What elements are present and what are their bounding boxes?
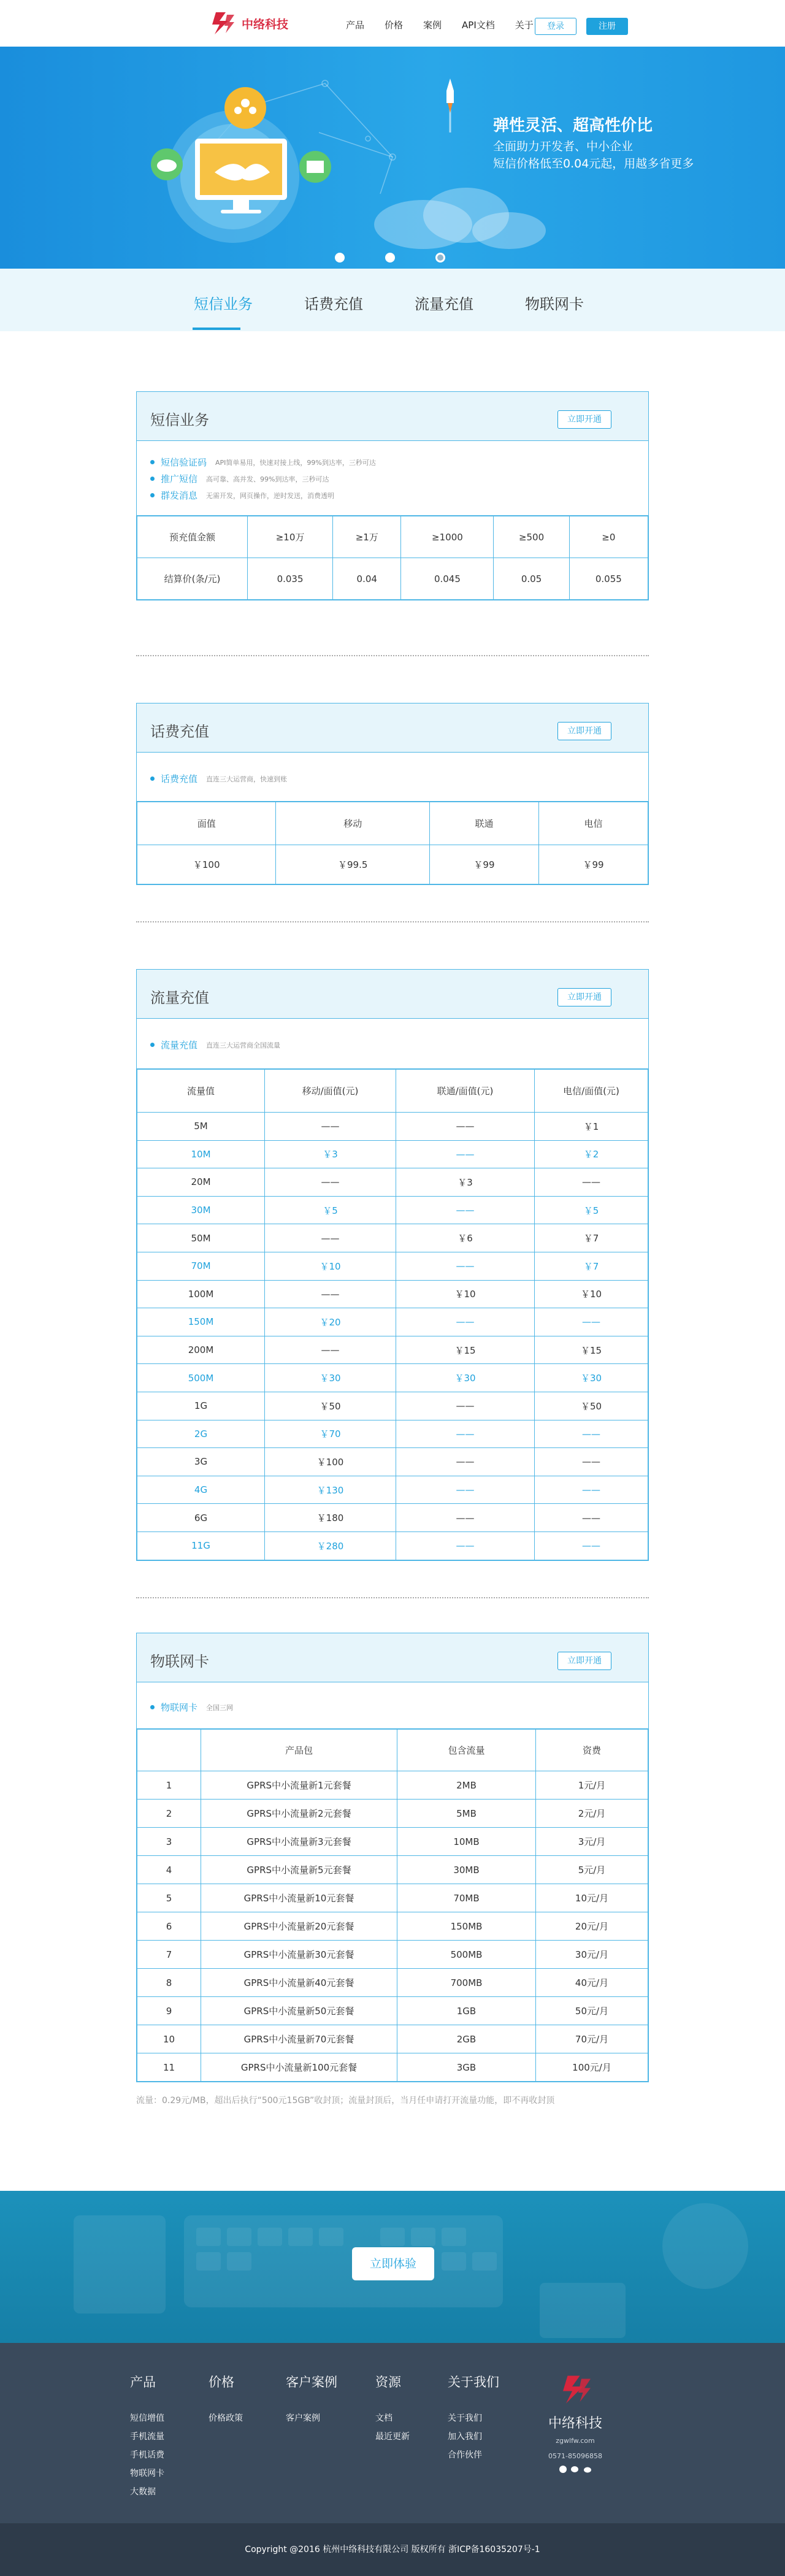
footer	[0, 2343, 785, 2576]
table-row	[137, 2053, 648, 2082]
bullet-icon	[150, 460, 155, 464]
table-cell: 30MB	[397, 1856, 536, 1884]
table-cell: ￥20	[265, 1308, 396, 1336]
open-recharge-button[interactable]: 立即开通	[557, 722, 611, 740]
flow-panel	[136, 969, 649, 1561]
table-cell: GPRS中小流量新1元套餐	[201, 1771, 397, 1800]
footer-url: zgwlfw.com	[556, 2437, 595, 2445]
table-cell: ￥100	[137, 845, 276, 884]
footer-col-about	[448, 2372, 499, 2464]
table-cell: 11G	[137, 1531, 265, 1560]
table-row	[137, 1140, 648, 1168]
table-cell: 500M	[137, 1364, 265, 1392]
table-cell: GPRS中小流量新40元套餐	[201, 1969, 397, 1997]
menu-item-products[interactable]: 产品	[346, 20, 365, 31]
table-cell: GPRS中小流量新5元套餐	[201, 1856, 397, 1884]
table-cell: ￥99.5	[276, 845, 430, 884]
login-button[interactable]: 登录	[535, 18, 576, 35]
table-cell: 150M	[137, 1308, 265, 1336]
carousel-dots	[335, 253, 486, 263]
table-cell: 3元/月	[536, 1828, 648, 1856]
panel-header	[137, 392, 648, 441]
table-row	[137, 1448, 648, 1476]
feature-list	[137, 441, 648, 516]
table-cell: 3G	[137, 1448, 265, 1476]
table-cell: ——	[396, 1476, 535, 1504]
menu-item-api-docs[interactable]: API文档	[462, 20, 495, 31]
feature-list	[137, 1682, 648, 1729]
table-cell: 150MB	[397, 1912, 536, 1941]
table-cell: ￥30	[535, 1364, 648, 1392]
footer-link[interactable]: 短信增值	[130, 2413, 164, 2423]
section-divider	[136, 1597, 649, 1598]
footer-link[interactable]: 加入我们	[448, 2432, 482, 2442]
table-cell: 9	[137, 1997, 201, 2025]
table-cell: ≥0	[569, 516, 648, 558]
table-cell: ——	[535, 1504, 648, 1532]
bullet-icon	[150, 477, 155, 481]
footer-link[interactable]: 文档	[375, 2413, 392, 2423]
table-header-cell: 电信/面值(元)	[535, 1070, 648, 1113]
table-row	[137, 1196, 648, 1224]
footer-col-pricing	[209, 2372, 243, 2428]
table-cell: GPRS中小流量新3元套餐	[201, 1828, 397, 1856]
panel-header	[137, 970, 648, 1019]
bullet-icon	[150, 1043, 155, 1047]
table-cell: 6	[137, 1912, 201, 1941]
table-row	[137, 1420, 648, 1448]
table-cell: 5M	[137, 1113, 265, 1141]
register-button[interactable]: 注册	[586, 18, 628, 35]
table-cell: 20元/月	[536, 1912, 648, 1941]
table-cell: 2元/月	[536, 1800, 648, 1828]
table-cell: 30元/月	[536, 1941, 648, 1969]
carousel-dot-active[interactable]	[435, 253, 445, 263]
table-cell: ——	[396, 1504, 535, 1532]
table-cell: ￥7	[535, 1224, 648, 1252]
table-row	[137, 1771, 648, 1800]
table-row	[137, 1476, 648, 1504]
iot-package-table	[137, 1729, 648, 2082]
footer-link[interactable]: 客户案例	[286, 2413, 320, 2423]
table-cell: 7	[137, 1941, 201, 1969]
table-cell: 100M	[137, 1280, 265, 1308]
feature-item: 流量充值 直连三大运营商全国流量	[150, 1038, 635, 1051]
panel-title: 流量充值	[150, 989, 209, 1006]
table-cell: 50元/月	[536, 1997, 648, 2025]
table-cell: ——	[396, 1113, 535, 1141]
table-cell: ￥5	[535, 1196, 648, 1224]
open-iot-button[interactable]: 立即开通	[557, 1652, 611, 1670]
sms-price-table	[137, 516, 648, 600]
hero-subtitle-1: 全面助力开发者、中小企业	[493, 140, 634, 153]
logo[interactable]	[207, 10, 288, 37]
recharge-price-table	[137, 802, 648, 884]
table-cell: ￥3	[265, 1140, 396, 1168]
table-row	[137, 1252, 648, 1280]
brand-name: 中络科技	[242, 17, 289, 31]
footer-col-cases	[286, 2372, 337, 2428]
brand-logo-icon	[557, 2372, 594, 2407]
table-header-cell: 产品包	[201, 1730, 397, 1771]
flow-price-table	[137, 1069, 648, 1560]
active-tab-indicator	[193, 328, 240, 330]
table-cell: ——	[265, 1336, 396, 1364]
brand-logo-icon	[207, 10, 237, 37]
table-cell: 10元/月	[536, 1884, 648, 1912]
table-cell: ￥15	[535, 1336, 648, 1364]
table-cell: ——	[265, 1224, 396, 1252]
table-cell: 移动	[276, 802, 430, 845]
table-cell: ——	[265, 1280, 396, 1308]
tab-iot[interactable]: 物联网卡	[525, 296, 584, 313]
carousel-dot[interactable]	[335, 253, 345, 263]
table-row	[137, 1280, 648, 1308]
recharge-panel	[136, 703, 649, 885]
table-row	[137, 1997, 648, 2025]
tab-flow[interactable]: 流量充值	[415, 296, 473, 313]
table-cell: ——	[396, 1308, 535, 1336]
table-cell: 1GB	[397, 1997, 536, 2025]
table-cell: ——	[265, 1113, 396, 1141]
table-cell: ￥5	[265, 1196, 396, 1224]
table-cell: ——	[535, 1448, 648, 1476]
footer-link[interactable]: 手机流量	[130, 2432, 164, 2442]
table-row	[137, 1113, 648, 1141]
table-row	[137, 1168, 648, 1197]
feature-item: 话费充值 直连三大运营商，快速到账	[150, 772, 635, 785]
table-cell: 0.04	[333, 558, 401, 600]
table-cell: ￥180	[265, 1504, 396, 1532]
wechat-icon[interactable]	[571, 2465, 580, 2474]
table-row	[137, 2025, 648, 2053]
panel-title: 话费充值	[150, 723, 209, 740]
feature-list	[137, 753, 648, 802]
table-cell: 8	[137, 1969, 201, 1997]
table-cell: 2G	[137, 1420, 265, 1448]
table-header-cell: 资费	[536, 1730, 648, 1771]
table-cell: ——	[535, 1168, 648, 1197]
table-cell: 结算价(条/元)	[137, 558, 248, 600]
table-cell: ——	[535, 1531, 648, 1560]
table-cell: 1	[137, 1771, 201, 1800]
footer-col-title: 产品	[130, 2375, 156, 2390]
sms-panel	[136, 391, 649, 600]
open-flow-button[interactable]: 立即开通	[557, 988, 611, 1006]
footer-col-title: 价格	[209, 2375, 234, 2390]
footer-col-title: 客户案例	[286, 2375, 337, 2390]
table-cell: ≥500	[494, 516, 569, 558]
table-cell: ￥99	[538, 845, 648, 884]
table-cell: 700MB	[397, 1969, 536, 1997]
table-cell: ——	[535, 1308, 648, 1336]
table-cell: 面值	[137, 802, 276, 845]
table-cell: 100元/月	[536, 2053, 648, 2082]
table-row	[137, 1336, 648, 1364]
footer-brand-name: 中络科技	[548, 2416, 602, 2431]
footer-link[interactable]: 物联网卡	[130, 2469, 164, 2478]
table-row	[137, 1884, 648, 1912]
table-row	[137, 1912, 648, 1941]
iot-note: 流量：0.29元/MB，超出后执行“500元15GB”收封顶；流量封顶后，当月任申请打开流量功能，即不再收封顶	[136, 2096, 555, 2106]
table-cell: 20M	[137, 1168, 265, 1197]
table-cell: ￥10	[265, 1252, 396, 1280]
feature-item: 群发消息 无需开发，网页操作，逆时发送，消费透明	[150, 489, 635, 502]
table-cell: ￥280	[265, 1531, 396, 1560]
table-cell: ——	[535, 1420, 648, 1448]
table-header-cell: 移动/面值(元)	[265, 1070, 396, 1113]
table-row	[137, 1224, 648, 1252]
table-cell: 联通	[429, 802, 538, 845]
table-cell: ——	[265, 1168, 396, 1197]
social-links	[538, 2465, 612, 2474]
table-cell: 2	[137, 1800, 201, 1828]
panel-title: 短信业务	[150, 412, 209, 429]
table-cell: ≥10万	[248, 516, 333, 558]
bullet-icon	[150, 776, 155, 781]
table-cell: 1元/月	[536, 1771, 648, 1800]
table-row	[137, 1856, 648, 1884]
table-cell: 70元/月	[536, 2025, 648, 2053]
table-header-cell: 包含流量	[397, 1730, 536, 1771]
table-cell: 5	[137, 1884, 201, 1912]
table-row	[137, 1941, 648, 1969]
iot-panel	[136, 1633, 649, 2082]
table-cell: 6G	[137, 1504, 265, 1532]
hero-title: 弹性灵活、超高性价比	[493, 117, 653, 135]
table-cell: 40元/月	[536, 1969, 648, 1997]
table-cell: ——	[396, 1140, 535, 1168]
table-cell: 4G	[137, 1476, 265, 1504]
table-cell: ￥1	[535, 1113, 648, 1141]
bullet-icon	[150, 493, 155, 497]
table-cell: ￥70	[265, 1420, 396, 1448]
section-divider	[136, 655, 649, 656]
footer-brand	[538, 2372, 612, 2474]
tab-recharge[interactable]: 话费充值	[304, 296, 363, 313]
table-row	[137, 1969, 648, 1997]
panel-title: 物联网卡	[150, 1653, 209, 1670]
table-cell: 2MB	[397, 1771, 536, 1800]
cta-section	[0, 2191, 785, 2343]
section-divider	[136, 921, 649, 922]
table-header-cell: 流量值	[137, 1070, 265, 1113]
top-nav	[0, 0, 785, 47]
table-cell: ￥30	[265, 1364, 396, 1392]
table-cell: ￥10	[535, 1280, 648, 1308]
table-cell: 11	[137, 2053, 201, 2082]
hero-banner	[0, 47, 785, 269]
table-cell: 电信	[538, 802, 648, 845]
table-cell: 2GB	[397, 2025, 536, 2053]
table-cell: 70M	[137, 1252, 265, 1280]
open-sms-button[interactable]: 立即开通	[557, 410, 611, 429]
table-cell: ￥50	[535, 1392, 648, 1420]
footer-col-title: 关于我们	[448, 2375, 499, 2390]
panel-header	[137, 703, 648, 753]
table-cell: 5元/月	[536, 1856, 648, 1884]
table-cell: ￥2	[535, 1140, 648, 1168]
table-cell: GPRS中小流量新100元套餐	[201, 2053, 397, 2082]
table-header-cell: 联通/面值(元)	[396, 1070, 535, 1113]
table-cell: 0.035	[248, 558, 333, 600]
table-cell: 4	[137, 1856, 201, 1884]
footer-link[interactable]: 关于我们	[448, 2413, 482, 2423]
table-row	[137, 1504, 648, 1532]
table-cell: ￥15	[396, 1336, 535, 1364]
table-cell: GPRS中小流量新30元套餐	[201, 1941, 397, 1969]
service-tabs	[0, 269, 785, 331]
table-row	[137, 1364, 648, 1392]
feature-item: 推广短信 高可靠、高并发、99%到达率，三秒可达	[150, 472, 635, 485]
table-cell: ￥30	[396, 1364, 535, 1392]
table-cell: ≥1万	[333, 516, 401, 558]
feature-item: 短信验证码 API简单易用，快速对接上线，99%到达率，三秒可达	[150, 456, 635, 469]
footer-link[interactable]: 大数据	[130, 2487, 156, 2497]
table-cell: ￥99	[429, 845, 538, 884]
table-cell: ≥1000	[401, 516, 494, 558]
table-cell: 3	[137, 1828, 201, 1856]
bullet-icon	[150, 1705, 155, 1709]
menu-item-about[interactable]: 关于	[515, 20, 534, 31]
table-cell: ——	[396, 1420, 535, 1448]
table-cell: GPRS中小流量新20元套餐	[201, 1912, 397, 1941]
table-cell: GPRS中小流量新50元套餐	[201, 1997, 397, 2025]
menu-item-pricing[interactable]: 价格	[385, 20, 404, 31]
table-row	[137, 1392, 648, 1420]
table-cell: 0.045	[401, 558, 494, 600]
table-cell: ￥7	[535, 1252, 648, 1280]
table-cell: ——	[396, 1196, 535, 1224]
table-cell: ￥3	[396, 1168, 535, 1197]
table-cell: 200M	[137, 1336, 265, 1364]
table-cell: ￥130	[265, 1476, 396, 1504]
table-cell: 500MB	[397, 1941, 536, 1969]
table-cell: 70MB	[397, 1884, 536, 1912]
carousel-dot[interactable]	[385, 253, 395, 263]
panel-header	[137, 1633, 648, 1682]
table-cell: GPRS中小流量新2元套餐	[201, 1800, 397, 1828]
table-cell: 30M	[137, 1196, 265, 1224]
footer-link[interactable]: 最近更新	[375, 2432, 410, 2442]
table-cell: ——	[396, 1392, 535, 1420]
footer-link[interactable]: 合作伙伴	[448, 2450, 482, 2460]
try-now-button[interactable]: 立即体验	[352, 2247, 434, 2280]
table-cell: GPRS中小流量新10元套餐	[201, 1884, 397, 1912]
table-cell: 10	[137, 2025, 201, 2053]
table-cell: ——	[396, 1531, 535, 1560]
table-cell: ——	[396, 1252, 535, 1280]
footer-link[interactable]: 价格政策	[209, 2413, 243, 2423]
menu-item-cases[interactable]: 案例	[423, 20, 442, 31]
table-cell: 50M	[137, 1224, 265, 1252]
table-cell: ——	[535, 1476, 648, 1504]
table-cell: 1G	[137, 1392, 265, 1420]
table-row	[137, 1828, 648, 1856]
table-row	[137, 1800, 648, 1828]
footer-phone: 0571-85096858	[548, 2452, 602, 2460]
table-cell: ￥50	[265, 1392, 396, 1420]
table-cell: 10M	[137, 1140, 265, 1168]
table-row	[137, 1308, 648, 1336]
table-cell: GPRS中小流量新70元套餐	[201, 2025, 397, 2053]
table-cell: 3GB	[397, 2053, 536, 2082]
table-cell: 0.05	[494, 558, 569, 600]
table-cell: 10MB	[397, 1828, 536, 1856]
qq-icon[interactable]	[559, 2465, 567, 2474]
table-cell: ￥100	[265, 1448, 396, 1476]
weibo-icon[interactable]	[583, 2465, 592, 2474]
feature-item: 物联网卡 全国三网	[150, 1701, 635, 1714]
table-cell: 5MB	[397, 1800, 536, 1828]
table-header-cell	[137, 1730, 201, 1771]
tab-sms[interactable]: 短信业务	[194, 296, 253, 313]
footer-col-products	[130, 2372, 164, 2501]
copyright-bar: Copyright @2016 杭州中络科技有限公司 版权所有 浙ICP备16035207号-1	[0, 2523, 785, 2576]
feature-list	[137, 1019, 648, 1069]
table-cell: ￥6	[396, 1224, 535, 1252]
table-cell: 0.055	[569, 558, 648, 600]
main-menu	[346, 18, 554, 31]
footer-link[interactable]: 手机话费	[130, 2450, 164, 2460]
footer-col-title: 资源	[375, 2375, 401, 2390]
table-row	[137, 1531, 648, 1560]
table-cell: 预充值金额	[137, 516, 248, 558]
table-cell: ￥10	[396, 1280, 535, 1308]
footer-col-resources	[375, 2372, 410, 2446]
table-cell: ——	[396, 1448, 535, 1476]
hero-subtitle-2: 短信价格低至0.04元起，用越多省更多	[493, 157, 694, 171]
